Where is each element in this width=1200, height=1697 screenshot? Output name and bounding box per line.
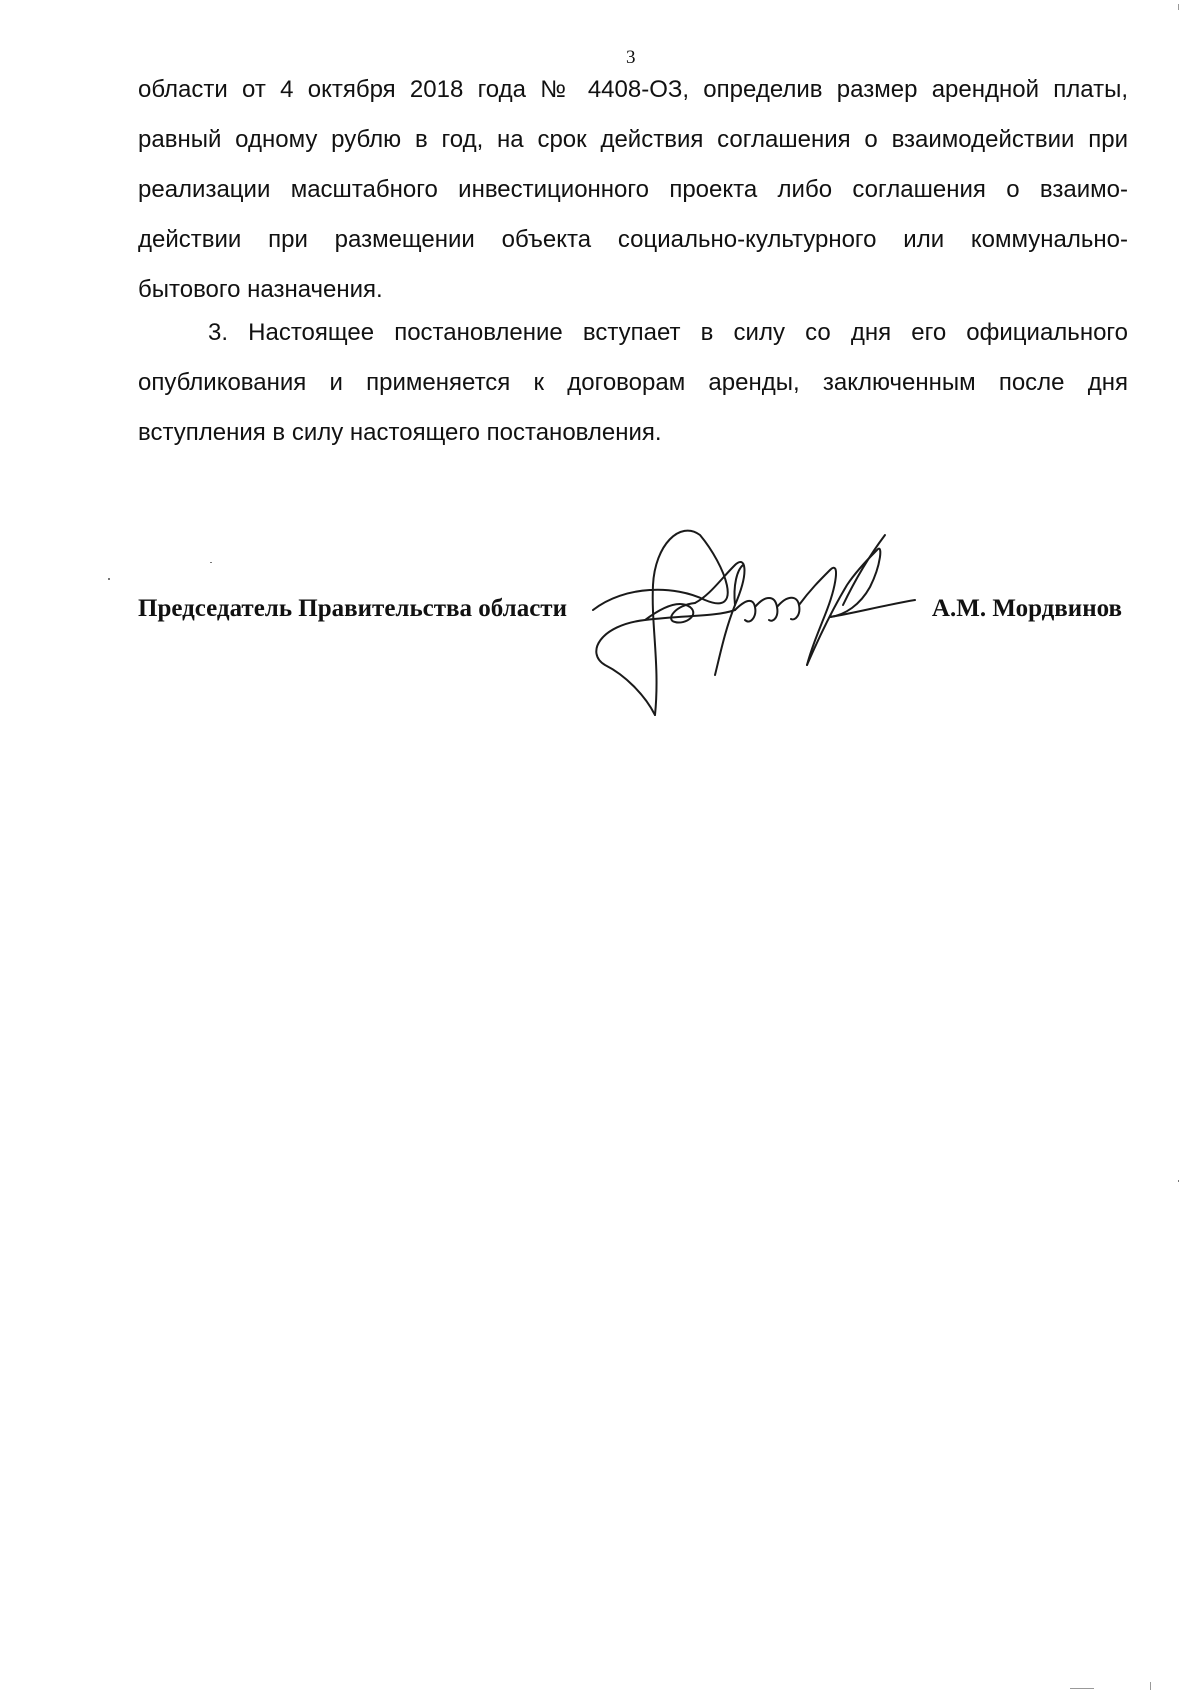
paragraph-line: действии при размещении объекта социально-культурного или коммунально- [138, 226, 1128, 253]
paragraph-line: опубликования и применяется к договорам аренды, заключенным после дня [138, 369, 1128, 396]
paragraph-line: вступления в силу настоящего постановления. [138, 419, 662, 446]
paragraph-line: области от 4 октября 2018 года № 4408-ОЗ, определив размер арендной платы, [138, 76, 1128, 103]
scan-artifact [1150, 1682, 1151, 1690]
paragraph-line: реализации масштабного инвестиционного проекта либо соглашения о взаимо- [138, 176, 1128, 203]
scan-artifact [1070, 1688, 1094, 1689]
scan-artifact [1178, 1180, 1179, 1182]
scan-artifact [1178, 4, 1179, 10]
scan-artifact [210, 562, 212, 563]
scan-artifact [108, 578, 110, 580]
signatory-position: Председатель Правительства области [138, 595, 567, 622]
paragraph-line: равный одному рублю в год, на срок действия соглашения о взаимодействии при [138, 126, 1128, 153]
signatory-name: А.М. Мордвинов [931, 595, 1122, 622]
paragraph-line: 3. Настоящее постановление вступает в силу со дня его официального [208, 319, 1128, 346]
page-number: 3 [626, 47, 636, 68]
handwritten-signature [585, 525, 945, 725]
paragraph-line: бытового назначения. [138, 276, 383, 303]
